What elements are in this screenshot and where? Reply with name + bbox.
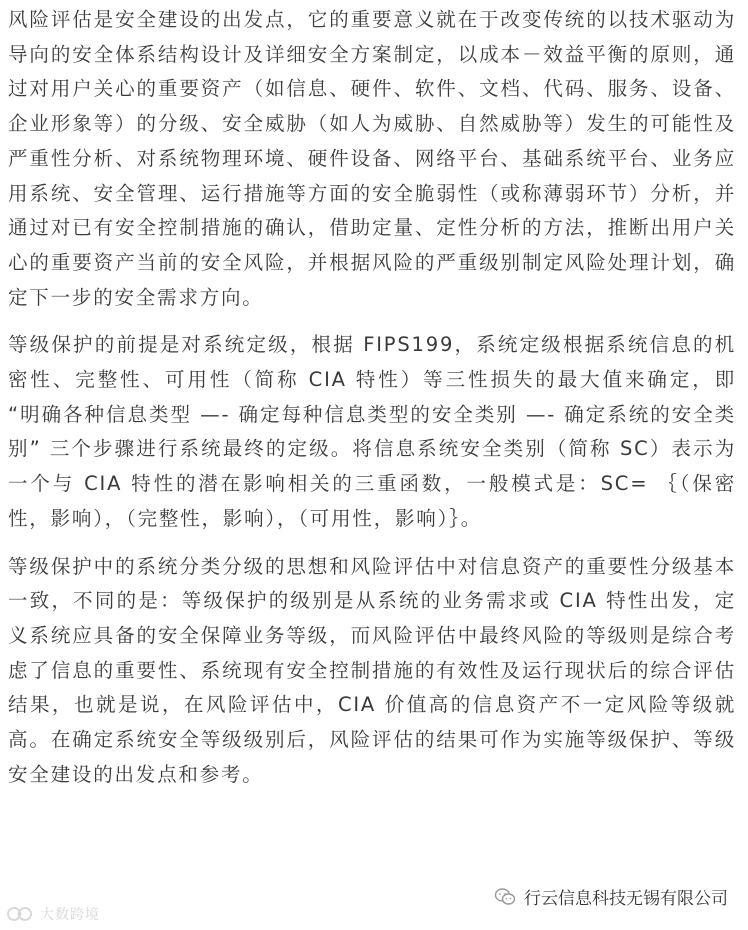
paragraph-comparison: 等级保护中的系统分类分级的思想和风险评估中对信息资产的重要性分级基本一致，不同的是：等级保护的级别是从系统的业务需求或 CIA 特性出发，定义系统应具备的安全保障业务等级，而风险评估中最终风险的等级则是综合考虑了信息的重要性、系统现有安全控制措施的有效性及运行现状后的综合评估结果，也就是说，在风险评估中，CIA 价值高的信息资产不一定风险等级就高。在确定系统安全等级级别后，风险评估的结果可作为实施等级保护、等级安全建设的出发点和参考。 — [8, 554, 736, 786]
wechat-icon — [494, 887, 516, 907]
source-account[interactable] — [494, 884, 728, 909]
watermark-text: 大数跨境 — [40, 907, 100, 923]
paragraph-risk-assessment: 风险评估是安全建设的出发点，它的重要意义就在于改变传统的以技术驱动为导向的安全体系结构设计及详细安全方案制定，以成本－效益平衡的原则，通过对用户关心的重要资产（如信息、硬件、软件、文档、代码、服务、设备、企业形象等）的分级、安全威胁（如人为威胁、自然威胁等）发生的可能性及严重性分析、对系统物理环境、硬件设备、网络平台、基础系统平台、业务应用系统、安全管理、运行措施等方面的安全脆弱性（或称薄弱环节）分析，并通过对已有安全控制措施的确认，借助定量、定性分析的方法，推断出用户关心的重要资产当前的安全风险，并根据风险的严重级别制定风险处理计划，确定下一步的安全需求方向。 — [8, 8, 736, 309]
source-name: 行云信息科技无锡有限公司 — [524, 889, 728, 909]
watermark — [6, 904, 100, 924]
paragraph-classified-protection: 等级保护的前提是对系统定级，根据 FIPS199，系统定级根据系统信息的机密性、完整性、可用性（简称 CIA 特性）等三性损失的最大值来确定，即 “明确各种信息类型 —- 确定每种信息类型的安全类别 —- 确定系统的安全类别” 三个步骤进行系统最终的定级。将信息系统安全类别（简称 SC）表示为一个与 CIA 特性的潜在影响相关的三重函数，一般模式是：SC= ｛（保密性，影响），（完整性，影响），（可用性，影响）｝。 — [8, 333, 736, 530]
article-body — [8, 3, 736, 792]
footer — [0, 880, 748, 930]
logo-icon — [6, 905, 36, 923]
